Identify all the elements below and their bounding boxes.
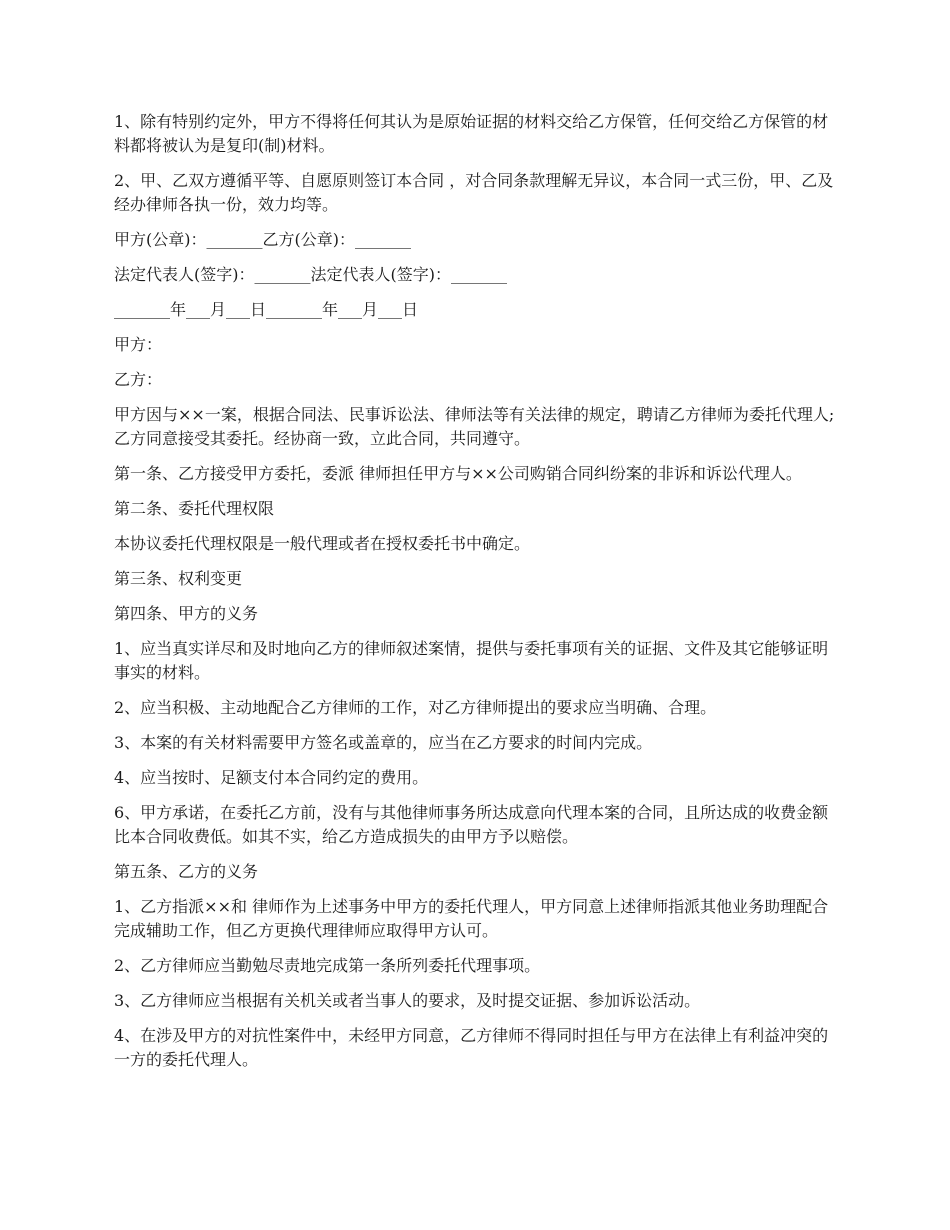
preamble-paragraph: 甲方因与××一案，根据合同法、民事诉讼法、律师法等有关法律的规定，聘请乙方律师为委托代理人;乙方同意接受其委托。经协商一致，立此合同，共同遵守。: [114, 405, 835, 448]
article-5-item-3: 3、乙方律师应当根据有关机关或者当事人的要求，及时提交证据、参加诉讼活动。: [114, 991, 701, 1010]
article-4-item-2: 2、应当积极、主动地配合乙方律师的工作，对乙方律师提出的要求应当明确、合理。: [114, 698, 717, 717]
signature-representative-line: 法定代表人(签字)：_______法定代表人(签字)：_______: [114, 265, 507, 284]
article-2-body: 本协议委托代理权限是一般代理或者在授权委托书中确定。: [114, 534, 531, 553]
article-4-item-6: 6、甲方承诺，在委托乙方前，没有与其他律师事务所达成意向代理本案的合同，且所达成的收费金额比本合同收费低。如其不实，给乙方造成损失的由甲方予以赔偿。: [114, 803, 829, 846]
clause-materials-custody: 1、除有特别约定外，甲方不得将任何其认为是原始证据的材料交给乙方保管，任何交给乙方保管的材料都将被认为是复印(制)材料。: [114, 112, 829, 155]
article-5-item-2: 2、乙方律师应当勤勉尽责地完成第一条所列委托代理事项。: [114, 956, 541, 975]
signature-seal-line: 甲方(公章)：_______乙方(公章)：_______: [114, 230, 411, 249]
article-2-heading: 第二条、委托代理权限: [114, 499, 275, 518]
party-b-label: 乙方：: [114, 370, 163, 389]
party-a-label: 甲方：: [114, 335, 163, 354]
article-5-heading: 第五条、乙方的义务: [114, 862, 259, 881]
article-4-heading: 第四条、甲方的义务: [114, 604, 259, 623]
article-3-heading: 第三条、权利变更: [114, 569, 243, 588]
article-4-item-4: 4、应当按时、足额支付本合同约定的费用。: [114, 768, 429, 787]
article-4-item-3: 3、本案的有关材料需要甲方签名或盖章的，应当在乙方要求的时间内完成。: [114, 733, 653, 752]
article-5-item-1: 1、乙方指派××和 律师作为上述事务中甲方的委托代理人，甲方同意上述律师指派其他业务助理配合完成辅助工作，但乙方更换代理律师应取得甲方认可。: [114, 897, 829, 940]
document-body: [114, 110, 842, 1083]
article-1: 第一条、乙方接受甲方委托，委派 律师担任甲方与××公司购销合同纠纷案的非诉和诉讼代理人。: [114, 464, 802, 483]
article-5-item-4: 4、在涉及甲方的对抗性案件中，未经甲方同意，乙方律师不得同时担任与甲方在法律上有利益冲突的一方的委托代理人。: [114, 1026, 829, 1069]
article-4-item-1: 1、应当真实详尽和及时地向乙方的律师叙述案情，提供与委托事项有关的证据、文件及其它能够证明事实的材料。: [114, 639, 829, 682]
clause-contract-copies: 2、甲、乙双方遵循平等、自愿原则签订本合同 ，对合同条款理解无异议，本合同一式三份，甲、乙及经办律师各执一份，效力均等。: [114, 171, 834, 214]
signature-date-line: _______年___月___日_______年___月___日: [114, 300, 419, 319]
